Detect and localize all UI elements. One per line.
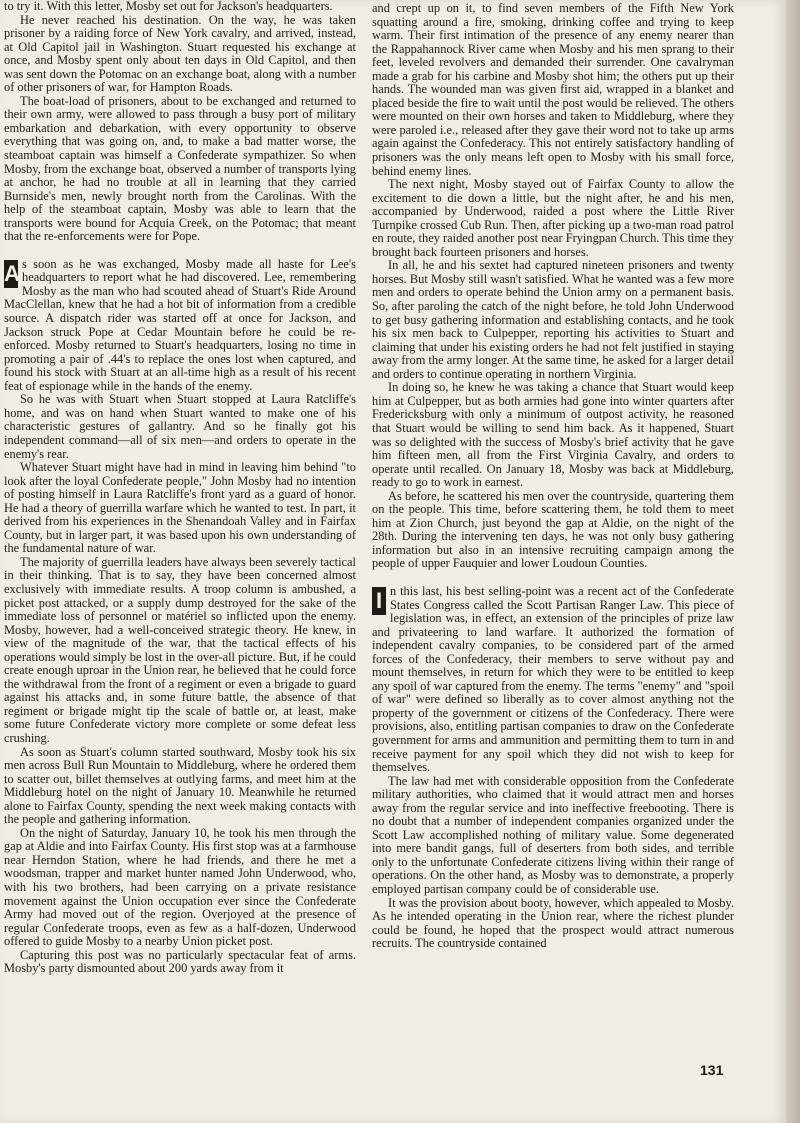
paragraph-text: On the night of Saturday, January 10, he took his men through the gap at Aldie and into Fairfax County. His first stop was at a farmhouse near Herndon Station, where he had friends, and there he met a woodsman, trapper and market hunter named John Underwood, who, with his two brothers, had been carrying on a private resistance movement against the Union occupation ever since the Confederate Army had moved out of the region. Overjoyed at the presence of regular Confederate troops, even as few as a half-dozen, Underwood offered to guide Mosby to a nearby Union picket post. [4,825,356,949]
drop-cap: A [4,260,20,286]
paragraph [4,0,356,14]
paragraph [4,461,356,556]
paragraph-text: n this last, his best selling-point was a recent act of the Confederate States Congress called the Scott Partisan Ranger Law. This piece of legislation was, in effect, an extension of the principles of prize law and privateering to land warfare. It authorized the formation of independent cavalry companies, to be considered part of the armed forces of the Confederacy, their members to serve without pay and mount themselves, in return for which they were to be entitled to keep any spoil of war captured from the enemy. The terms "enemy" and "spoil of war" were defined so liberally as to cover almost anything not the property of the government or citizens of the Confederacy. There were provisions, also, entitling partisan companies to draw on the Confederate government for arms and ammunition and permitting them to turn in and receive payment for any spoil which they did not wish to keep for themselves. [372,583,735,775]
paragraph [4,258,356,393]
page-binding-edge [786,0,800,1123]
paragraph-text: to try it. With this letter, Mosby set out for Jackson's headquarters. [4,0,333,13]
paragraph-text: Capturing this post was no particularly spectacular feat of arms. Mosby's party dismounted about 200 yards away from it [4,947,356,976]
paragraph [372,775,734,897]
paragraph [4,949,356,976]
paragraph-text: The boat-load of prisoners, about to be exchanged and returned to their own army, were allowed to pass through a busy port of military embarkation and debarkation, with every opportunity to observe everything that was going on, and, to make a bad matter worse, the steamboat captain was himself a Confederate sympathizer. So when Mosby, from the exchange boat, observed a number of transports lying at anchor, he had no trouble at all in learning that they carried Burnside's men, newly brought north from the Carolinas. With the help of the steamboat captain, Mosby was able to learn that the transports were bound for Acquia Creek, on the Potomac; that meant that the re-enforcements were for Pope. [4,93,356,244]
paragraph-text: As soon as Stuart's column started southward, Mosby took his six men across Bull Run Mountain to Middleburg, where he ordered them to scatter out, billet themselves at outlying farms, and meet him at the Middleburg hotel on the night of January 10. Meanwhile he returned alone to Fairfax County, spending the next week making contacts with the people and gathering information. [4,744,356,827]
paragraph-text: The majority of guerrilla leaders have always been severely tactical in their thinking. That is to say, they have been concerned almost exclusively with immediate results. A troop column is ambushed, a picket post attacked, or a supply dump destroyed for the sake of the immediate loss of personnel or matériel so inflicted upon the enemy. Mosby, however, had a well-conceived strategic theory. He knew, in view of the magnitude of the war, that the tactical effects of his operations would simply be lost in the over-all picture. But, if he could create enough uproar in the Union rear, he believed that he could force the withdrawal from the front of a regiment or even a brigade to guard against his attacks and, in some future battle, the absence of that regiment or brigade might tip the scale of battle or, at least, make some future Confederate victory more complete or some defeat less crushing. [4,554,356,745]
right-text-column [372,2,734,951]
paragraph-text: s soon as he was exchanged, Mosby made all haste for Lee's headquarters to report what he had discovered. Lee, remembering Mosby as the man who had scouted ahead of Stuart's Ride Around MacClellan, knew that he had a hot bit of information from a credible source. A dispatch rider was started off at once for Jackson, and Jackson struck Pope at Cedar Mountain before he could be re-enforced. Mosby returned to Stuart's headquarters, losing no time in promoting a pair of .44's to replace the ones lost when captured, and found his stock with Stuart at an all-time high as a result of his recent feat of espionage while in the hands of the enemy. [4,256,356,393]
paragraph [4,393,356,461]
paragraph-text: He never reached his destination. On the way, he was taken prisoner by a raiding force of New York cavalry, and arrived, instead, at Old Capitol jail in Washington. Stuart requested his exchange at once, and Mosby spent only about ten days in Old Capitol, and then was sent down the Potomac on an exchange boat, along with a number of other prisoners of war, for Hampton Roads. [4,12,356,95]
paragraph [372,2,734,178]
paragraph [372,585,734,775]
paragraph-text: The law had met with considerable opposition from the Confederate military authorities, who claimed that it would attract men and horses away from the regular service and into ineffective freebooting. There is no doubt that a number of independent companies organized under the Scott Law accomplished nothing of military value. Some degenerated into mere bandit gangs, full of deserters from both sides, and terrible only to the unfortunate Confederate citizens living within their range of operations. On the other hand, as Mosby was to demonstrate, a properly employed partisan company could be of considerable use. [372,773,734,896]
paragraph-text: The next night, Mosby stayed out of Fairfax County to allow the excitement to die down a little, but the night after, he and his men, accompanied by Underwood, raided a post where the Little River Turnpike crossed Cub Run. Then, after picking up a two-man road patrol en route, they raided another post near Fryingpan Church. This time they brought back fourteen prisoners and horses. [372,177,734,259]
paragraph [372,897,734,951]
paragraph [4,95,356,244]
paragraph [372,490,734,571]
drop-cap: I [372,587,386,615]
paragraph-text: It was the provision about booty, however, which appealed to Mosby. As he intended operating in the Union rear, where the richest plunder could be found, he hoped that the prospect would attract numerous recruits. The countryside contained [372,895,734,951]
paragraph-text: and crept up on it, to find seven members of the Fifth New York squatting around a fire, smoking, drinking coffee and trying to keep warm. Their first intimation of the presence of any enemy nearer than the Rappahannock River came when Mosby and his men sprang to their feet, leveled revolvers and demanded their surrender. One cavalryman made a grab for his carbine and Mosby shot him; the others put up their hands. The wounded man was given first aid, wrapped in a blanket and placed beside the fire to wait until the post would be relieved. The others were mounted on their own horses and taken to Middleburg, where they were paroled i.e., released after they gave their word not to take up arms again against the Confederacy. This not entirely satisfactory handling of prisoners was the only means left open to Mosby with his small force, behind enemy lines. [372,1,734,178]
paragraph-text: So he was with Stuart when Stuart stopped at Laura Ratcliffe's home, and was on hand when Stuart wanted to make one of his characteristic gestures of gallantry. And so he finally got his independent command—all of six men—and orders to operate in the enemy's rear. [4,392,356,461]
paragraph [4,827,356,949]
paragraph [4,746,356,827]
paragraph [4,556,356,746]
paragraph [372,259,734,381]
paragraph-text: In doing so, he knew he was taking a chance that Stuart would keep him at Culpepper, but as both armies had gone into winter quarters after Fredericksburg with only a minimum of outpost activity, he reasoned that Stuart would be willing to send him back. As it happened, Stuart was so delighted with the success of Mosby's brief activity that he gave him fifteen men, all from the First Virginia Cavalry, and orders to operate until recalled. On January 18, Mosby was back at Middleburg, ready to go to work in earnest. [372,380,734,490]
paragraph [372,381,734,489]
paragraph [372,178,734,259]
page-number: 131 [700,1062,724,1078]
paragraph [4,14,356,95]
paragraph-text: Whatever Stuart might have had in mind in leaving him behind "to look after the loyal Confederate people," John Mosby had no intention of posting himself in Laura Ratcliffe's front yard as a guard of honor. He had a theory of guerrilla warfare which he wanted to test. In part, it derived from his experiences in the Shenandoah Valley and in Fairfax County, but in larger part, it was based upon his own understanding of the fundamental nature of war. [4,460,356,556]
paragraph-text: In all, he and his sextet had captured nineteen prisoners and twenty horses. But Mosby still wasn't satisfied. What he wanted was a few more men and orders to operate behind the Union army on a permanent basis. So, after paroling the catch of the night before, he told John Underwood to get busy gathering information and establishing contacts, and he took his six men back to Culpepper, reporting his activities to Stuart and claiming that under his existing orders he had not felt justified in staying away from the army longer. At the same time, he asked for a larger detail and orders to continue operating in northern Virginia. [372,258,734,381]
paragraph-text: As before, he scattered his men over the countryside, quartering them on the people. This time, before scattering them, he told them to meet him at Zion Church, just beyond the gap at Aldie, on the night of the 28th. During the intervening ten days, he was not only busy gathering information but also in an intensive recruiting campaign among the people of upper Fauquier and lower Loudoun Counties. [372,488,734,571]
left-text-column [4,0,356,976]
